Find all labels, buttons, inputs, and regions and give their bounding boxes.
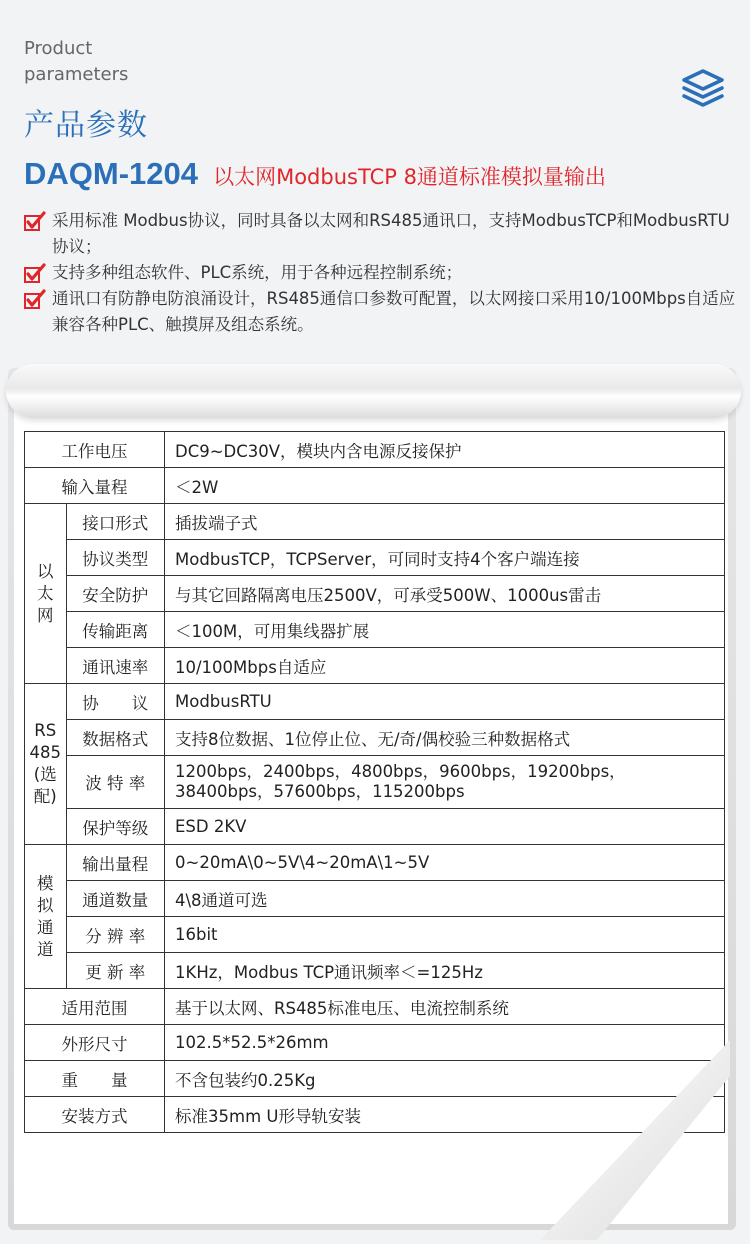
- table-row: [25, 845, 725, 881]
- checkmark-icon: [24, 289, 46, 309]
- table-row: [25, 756, 725, 809]
- spec-table: [24, 431, 725, 1133]
- layers-icon: [680, 68, 726, 108]
- table-row: [25, 468, 725, 504]
- spec-label: 保护等级: [66, 809, 164, 845]
- spec-label: 更 新 率: [66, 953, 164, 989]
- spec-value: 102.5*52.5*26mm: [165, 1025, 725, 1061]
- spec-value: ＜100M，可用集线器扩展: [165, 612, 725, 648]
- group-analog: 模拟 通道: [25, 845, 67, 989]
- table-row: [25, 432, 725, 468]
- spec-value: 1200bps，2400bps，4800bps，9600bps，19200bps，38400bps，57600bps，115200bps: [165, 756, 725, 809]
- spec-label: 数据格式: [66, 720, 164, 756]
- spec-value: 16bit: [165, 917, 725, 953]
- header-english: [24, 36, 128, 88]
- spec-value: ＜2W: [165, 468, 725, 504]
- table-row: [25, 1061, 725, 1097]
- spec-value: 0~20mA\0~5V\4~20mA\1~5V: [165, 845, 725, 881]
- table-row: [25, 1097, 725, 1133]
- feature-item: [24, 286, 736, 338]
- feature-item: [24, 208, 736, 260]
- spec-value: 1KHz，Modbus TCP通讯频率＜=125Hz: [165, 953, 725, 989]
- spec-label: 工作电压: [25, 432, 165, 468]
- feature-text: 采用标准 Modbus协议，同时具备以太网和RS485通讯口，支持ModbusTCP和ModbusRTU协议；: [52, 211, 730, 256]
- feature-text: 支持多种组态软件、PLC系统，用于各种远程控制系统；: [52, 263, 463, 282]
- table-row: [25, 1025, 725, 1061]
- spec-value: DC9~DC30V，模块内含电源反接保护: [165, 432, 725, 468]
- table-row: [25, 648, 725, 684]
- spec-label: 输入量程: [25, 468, 165, 504]
- table-row: [25, 989, 725, 1025]
- spec-label: 分 辨 率: [66, 917, 164, 953]
- table-row: [25, 612, 725, 648]
- table-row: [25, 684, 725, 720]
- spec-value: 支持8位数据、1位停止位、无/奇/偶校验三种数据格式: [165, 720, 725, 756]
- spec-label: 通道数量: [66, 881, 164, 917]
- spec-label: 输出量程: [66, 845, 164, 881]
- spec-label: 安全防护: [66, 576, 164, 612]
- header-en-line2: parameters: [24, 64, 129, 85]
- spec-label: 外形尺寸: [25, 1025, 165, 1061]
- spec-label: 协议类型: [66, 540, 164, 576]
- spec-value: 标准35mm U形导轨安装: [165, 1097, 725, 1133]
- group-ethernet: 以 太 网: [25, 504, 67, 684]
- spec-value: 插拔端子式: [165, 504, 725, 540]
- spec-label: 传输距离: [66, 612, 164, 648]
- checkmark-icon: [24, 211, 46, 231]
- model-name: DAQM-1204: [24, 156, 198, 191]
- spec-value: 10/100Mbps自适应: [165, 648, 725, 684]
- table-row: [25, 881, 725, 917]
- feature-text: 通讯口有防静电防浪涌设计，RS485通信口参数可配置，以太网接口采用10/100Mbps自适应兼容各种PLC、触摸屏及组态系统。: [52, 289, 736, 334]
- product-title: [24, 156, 606, 192]
- group-rs485: RS 485 (选配): [25, 684, 67, 845]
- spec-label: 波 特 率: [66, 756, 164, 809]
- table-row: [25, 540, 725, 576]
- table-row: [25, 504, 725, 540]
- spec-label: 适用范围: [25, 989, 165, 1025]
- page-title: 产品参数: [24, 108, 148, 143]
- table-row: [25, 953, 725, 989]
- checkmark-icon: [24, 263, 46, 283]
- product-subtitle: 以太网ModbusTCP 8通道标准模拟量输出: [213, 165, 606, 189]
- header-en-line1: Product: [24, 38, 93, 59]
- table-row: [25, 576, 725, 612]
- spec-label: 安装方式: [25, 1097, 165, 1133]
- table-row: [25, 720, 725, 756]
- spec-label: 接口形式: [66, 504, 164, 540]
- spec-value: ModbusRTU: [165, 684, 725, 720]
- spec-value: 基于以太网、RS485标准电压、电流控制系统: [165, 989, 725, 1025]
- spec-value: 4\8通道可选: [165, 881, 725, 917]
- spec-label: 重 量: [25, 1061, 165, 1097]
- spec-value: 与其它回路隔离电压2500V，可承受500W、1000us雷击: [165, 576, 725, 612]
- feature-item: [24, 260, 736, 286]
- spec-value: ModbusTCP，TCPServer，可同时支持4个客户端连接: [165, 540, 725, 576]
- table-row: [25, 809, 725, 845]
- paper-roll: [6, 364, 741, 418]
- table-row: [25, 917, 725, 953]
- spec-value: ESD 2KV: [165, 809, 725, 845]
- spec-label: 通讯速率: [66, 648, 164, 684]
- spec-value: 不含包装约0.25Kg: [165, 1061, 725, 1097]
- spec-label: 协 议: [66, 684, 164, 720]
- feature-list: [24, 208, 736, 338]
